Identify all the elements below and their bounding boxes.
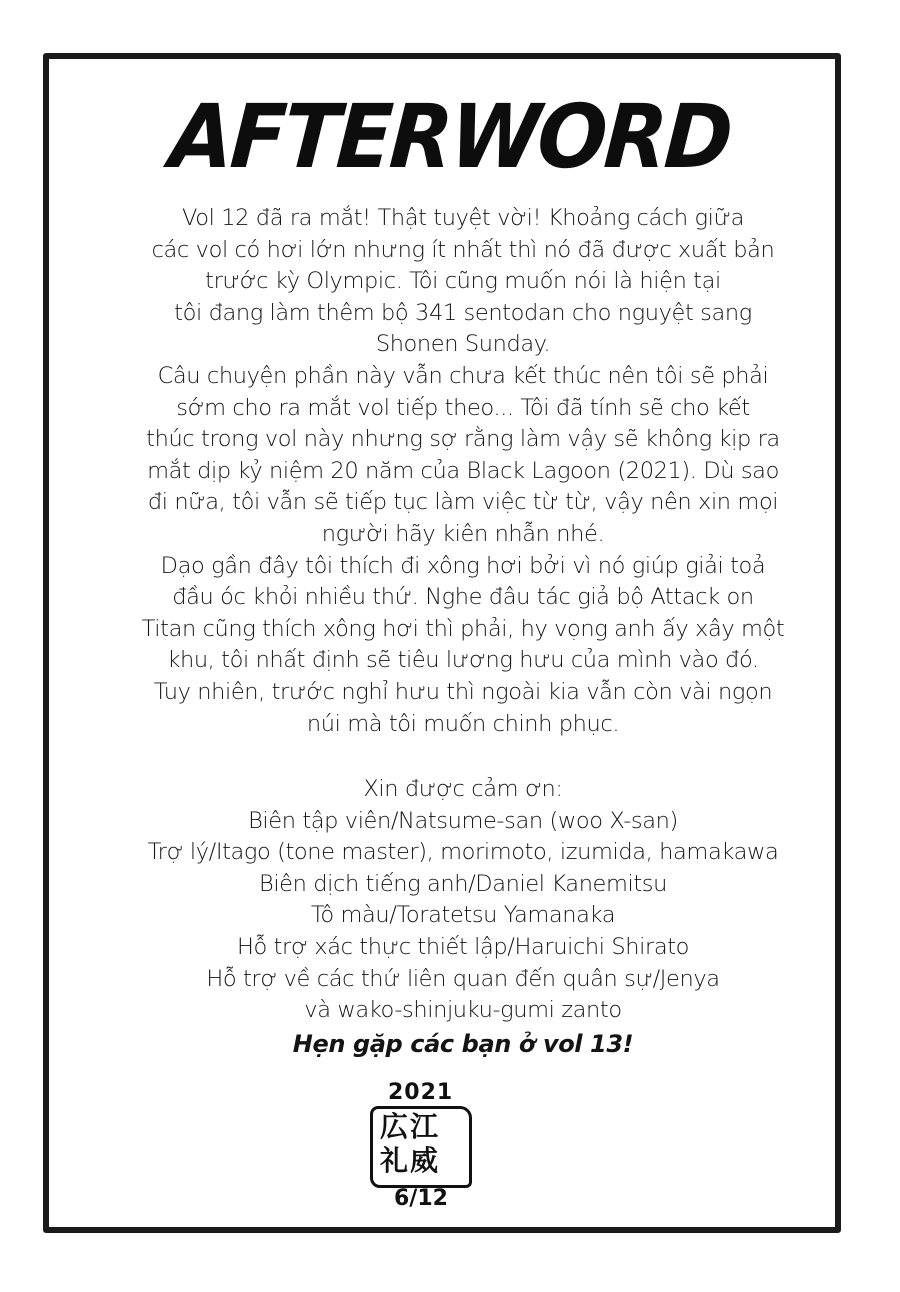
text-line: mắt dịp kỷ niệm 20 năm của Black Lagoon (2021). Dù sao: [147, 457, 779, 484]
paragraph-1: [40, 203, 886, 361]
credit-line: Tô màu/Toratetsu Yamanaka: [310, 902, 616, 929]
text-line: Shonen Sunday.: [375, 331, 551, 358]
text-line: sớm cho ra mắt vol tiếp theo... Tôi đã tính sẽ cho kết: [176, 394, 750, 421]
text-line: Câu chuyện phần này vẫn chưa kết thúc nên tôi sẽ phải: [157, 362, 769, 389]
text-line: các vol có hơi lớn nhưng ít nhất thì nó đã được xuất bản: [151, 236, 775, 263]
text-line: khu, tôi nhất định sẽ tiêu lương hưu của mình vào đó.: [167, 647, 759, 674]
signature-name: [380, 1110, 460, 1178]
text-line: người hãy kiên nhẫn nhé.: [321, 520, 605, 547]
credit-line: và wako-shinjuku-gumi zanto: [304, 997, 622, 1024]
text-line: trước kỳ Olympic. Tôi cũng muốn nói là hiện tại: [205, 268, 721, 295]
author-signature: [366, 1080, 476, 1220]
signature-year: 2021: [388, 1080, 454, 1105]
signature-kanji-line2: 礼威: [380, 1144, 441, 1177]
afterword-body: [40, 203, 886, 1060]
text-line: đi nữa, tôi vẫn sẽ tiếp tục làm việc từ từ, vậy nên xin mọi: [147, 489, 779, 516]
credit-line: Biên dịch tiếng anh/Daniel Kanemitsu: [259, 870, 667, 897]
signature-date: 6/12: [394, 1186, 448, 1211]
paragraph-3: [40, 551, 886, 741]
section-spacer: [40, 740, 886, 774]
credit-line: Hỗ trợ xác thực thiết lập/Haruichi Shirato: [236, 934, 690, 961]
text-line: Dạo gần đây tôi thích đi xông hơi bởi vì nó giúp giải toả: [160, 552, 766, 579]
text-line: thúc trong vol này nhưng sợ rằng làm vậy sẽ không kịp ra: [146, 426, 780, 453]
closing-message: Hẹn gặp các bạn ở vol 13!: [292, 1029, 634, 1058]
signature-kanji-line1: 広江: [380, 1110, 441, 1143]
text-line: Tuy nhiên, trước nghỉ hưu thì ngoài kia vẫn còn vài ngọn: [153, 678, 773, 705]
page-title: AFTERWORD: [166, 85, 734, 188]
text-line: đầu óc khỏi nhiều thứ. Nghe đâu tác giả bộ Attack on: [172, 584, 754, 611]
text-line: Titan cũng thích xông hơi thì phải, hy vọng anh ấy xây một: [141, 615, 785, 642]
credit-line: Trợ lý/Itago (tone master), morimoto, izumida, hamakawa: [147, 839, 779, 866]
credits-section: [40, 774, 886, 1027]
credit-line: Hỗ trợ về các thứ liên quan đến quân sự/Jenya: [206, 965, 720, 992]
paragraph-2: [40, 361, 886, 551]
credit-line: Biên tập viên/Natsume-san (woo X-san): [248, 807, 678, 834]
credits-heading: Xin được cảm ơn:: [363, 776, 563, 803]
text-line: tôi đang làm thêm bộ 341 sentodan cho nguyệt sang: [174, 299, 752, 326]
text-line: núi mà tôi muốn chinh phục.: [306, 710, 620, 737]
text-line: Vol 12 đã ra mắt! Thật tuyệt vời! Khoảng cách giữa: [182, 205, 744, 231]
